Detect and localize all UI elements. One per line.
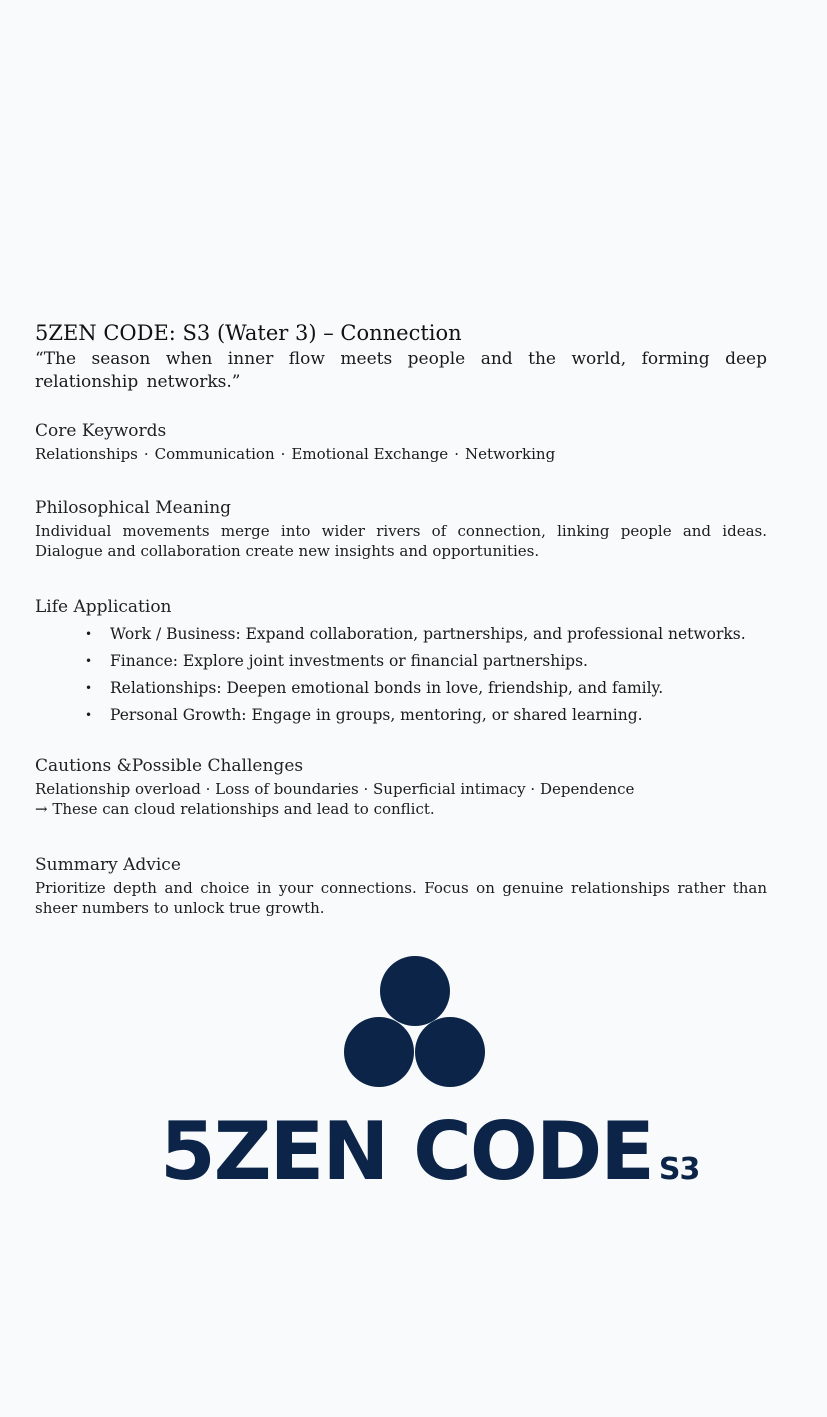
list-item: • Finance: Explore joint investments or financial partnerships. xyxy=(85,651,767,671)
logo xyxy=(0,945,827,1205)
page-title: 5ZEN CODE: S3 (Water 3) – Connection xyxy=(35,321,462,345)
philosophical-meaning-section xyxy=(35,497,767,561)
code-label: S3 xyxy=(658,1152,700,1187)
philosophical-meaning-text xyxy=(35,521,767,561)
list-item: • Relationships: Deepen emotional bonds in love, friendship, and family. xyxy=(85,678,767,698)
core-keywords-list xyxy=(35,444,767,464)
wordmark xyxy=(160,1105,700,1198)
document-body xyxy=(35,320,767,918)
wordmark-text: 5ZEN CODE xyxy=(160,1105,653,1198)
keyword-separator: · xyxy=(454,445,459,463)
list-item: • Work / Business: Expand collaboration, partnerships, and professional networks. xyxy=(85,624,767,644)
cautions-heading: Cautions &Possible Challenges xyxy=(35,756,304,776)
keyword: Networking xyxy=(464,445,556,463)
core-keywords-heading: Core Keywords xyxy=(35,421,167,441)
core-keywords-section xyxy=(35,420,767,464)
summary-section xyxy=(35,854,767,918)
summary-heading: Summary Advice xyxy=(35,855,181,875)
tagline: “The season when inner flow meets people and the world, forming deep relationship networks.” xyxy=(35,349,767,392)
cautions-text xyxy=(35,779,767,819)
keyword-separator: · xyxy=(280,445,286,463)
summary-text: Prioritize depth and choice in your connections. Focus on genuine relationships rather than sheer numbers to unlock true growth. xyxy=(35,879,767,917)
cautions-line: Relationship overload · Loss of boundaries · Superficial intimacy · Dependence xyxy=(35,780,635,798)
life-application-heading: Life Application xyxy=(35,597,172,617)
keyword: Emotional Exchange xyxy=(291,445,449,463)
keyword-separator: · xyxy=(143,445,149,463)
life-application-list xyxy=(35,624,767,725)
paragraph-line: Individual movements merge into wider rivers of connection, linking people and ideas. xyxy=(35,522,767,540)
keyword: Relationships xyxy=(35,445,138,463)
cautions-line: → These can cloud relationships and lead to conflict. xyxy=(35,800,435,818)
list-item: • Personal Growth: Engage in groups, mentoring, or shared learning. xyxy=(85,705,767,725)
life-application-section xyxy=(35,596,767,725)
philosophical-meaning-heading: Philosophical Meaning xyxy=(35,498,232,518)
keyword: Communication xyxy=(154,445,275,463)
three-circles-icon xyxy=(342,950,488,1090)
paragraph-line: Dialogue and collaboration create new insights and opportunities. xyxy=(35,542,540,560)
cautions-section xyxy=(35,755,767,819)
